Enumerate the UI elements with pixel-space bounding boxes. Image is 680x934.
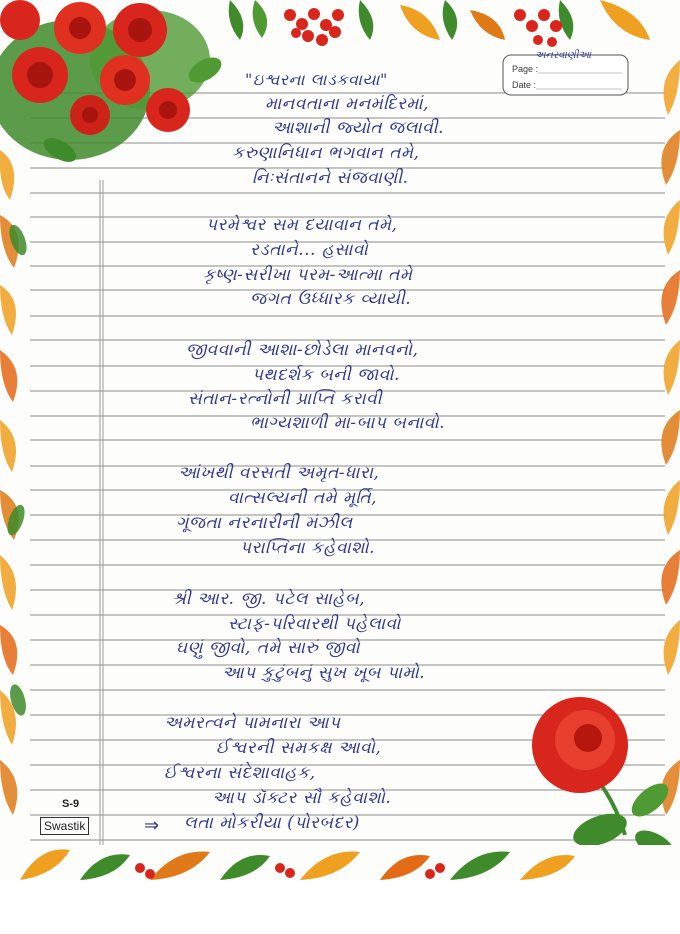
poem-line: પથદર્શક બની જાવો. [252, 365, 400, 385]
poem-line: સંતાન-રત્નોની પ્રાપ્તિ કરાવી [188, 389, 383, 409]
arrow-icon: ⇒ [144, 815, 160, 836]
poem-line: પરાપ્તિના કહેવાશો. [240, 538, 376, 558]
scan-margin [0, 880, 680, 934]
brand-logo: Swastik [40, 817, 89, 835]
poem-line: ઘણું જીવો, તમે સારું જીવો [176, 638, 361, 658]
poem-line: આપ કુટુંબનું સુખ ખૂબ પામો. [222, 663, 426, 683]
poem-line: પરમેશ્વર સમ દયાવાન તમે, [206, 215, 398, 235]
date-label: Date : [512, 80, 537, 90]
poem-line: જગત ઉધ્ધારક વ્યાયી. [250, 289, 412, 309]
poem-line: રડતાને... હસાવો [250, 240, 369, 260]
poem-author: લતા મોકરીયા (પોરબંદર) [184, 813, 360, 833]
page-label: Page : [512, 64, 539, 74]
poem-line: માનવતાના મનમંદિરમાં, [265, 94, 429, 114]
poem-line: આશાની જ્યોત જલાવી. [272, 118, 444, 138]
poem-line: આપ ડૉક્ટર સૌ કહેવાશો. [212, 788, 392, 808]
right-leaf-border [661, 60, 680, 815]
poem-line: વાત્સલ્યની તમે મૂર્તિ, [228, 488, 378, 508]
poem-line: સ્ટાફ-પરિવારથી પહેલાવો [228, 614, 401, 634]
poem-line: ભાગ્યશાળી મા-બાપ બનાવો. [250, 413, 446, 433]
poem-line: કરુણાનિધાન ભગવાન તમે, [232, 143, 420, 163]
poem-line: ઈશ્વરની સમકક્ષ આવો, [216, 738, 382, 758]
poem-line: આંખથી વરસતી અમૃત-ધારા, [178, 463, 380, 483]
poem-line: કૃષ્ણ-સરીખા પરમ-આત્મા તમે [203, 265, 413, 285]
sheet-code: S-9 [62, 798, 80, 810]
poem-line: ગૂંજતા નરનારીની મંઝીલ [176, 513, 353, 533]
poem-line: શ્રી આર. જી. પટેલ સાહેબ, [172, 589, 366, 609]
top-leaf-border [229, 0, 650, 47]
poem-line: જીવવાની આશા-છોડેલા માનવનો, [186, 340, 419, 360]
corner-signature: અનરવાણીઆ [535, 50, 592, 61]
poem-title: "ઇશ્વરના લાડકવાયા" [245, 70, 388, 89]
roses-top-left [0, 0, 226, 167]
poem-line: અમરત્વને પામનારા આપ [164, 713, 341, 733]
bottom-leaf-border [0, 845, 680, 880]
poem-line: ઈશ્વરના સંદેશાવાહક, [164, 763, 316, 783]
poem-line: નિઃસંતાનને સંજવાણી. [252, 168, 409, 188]
